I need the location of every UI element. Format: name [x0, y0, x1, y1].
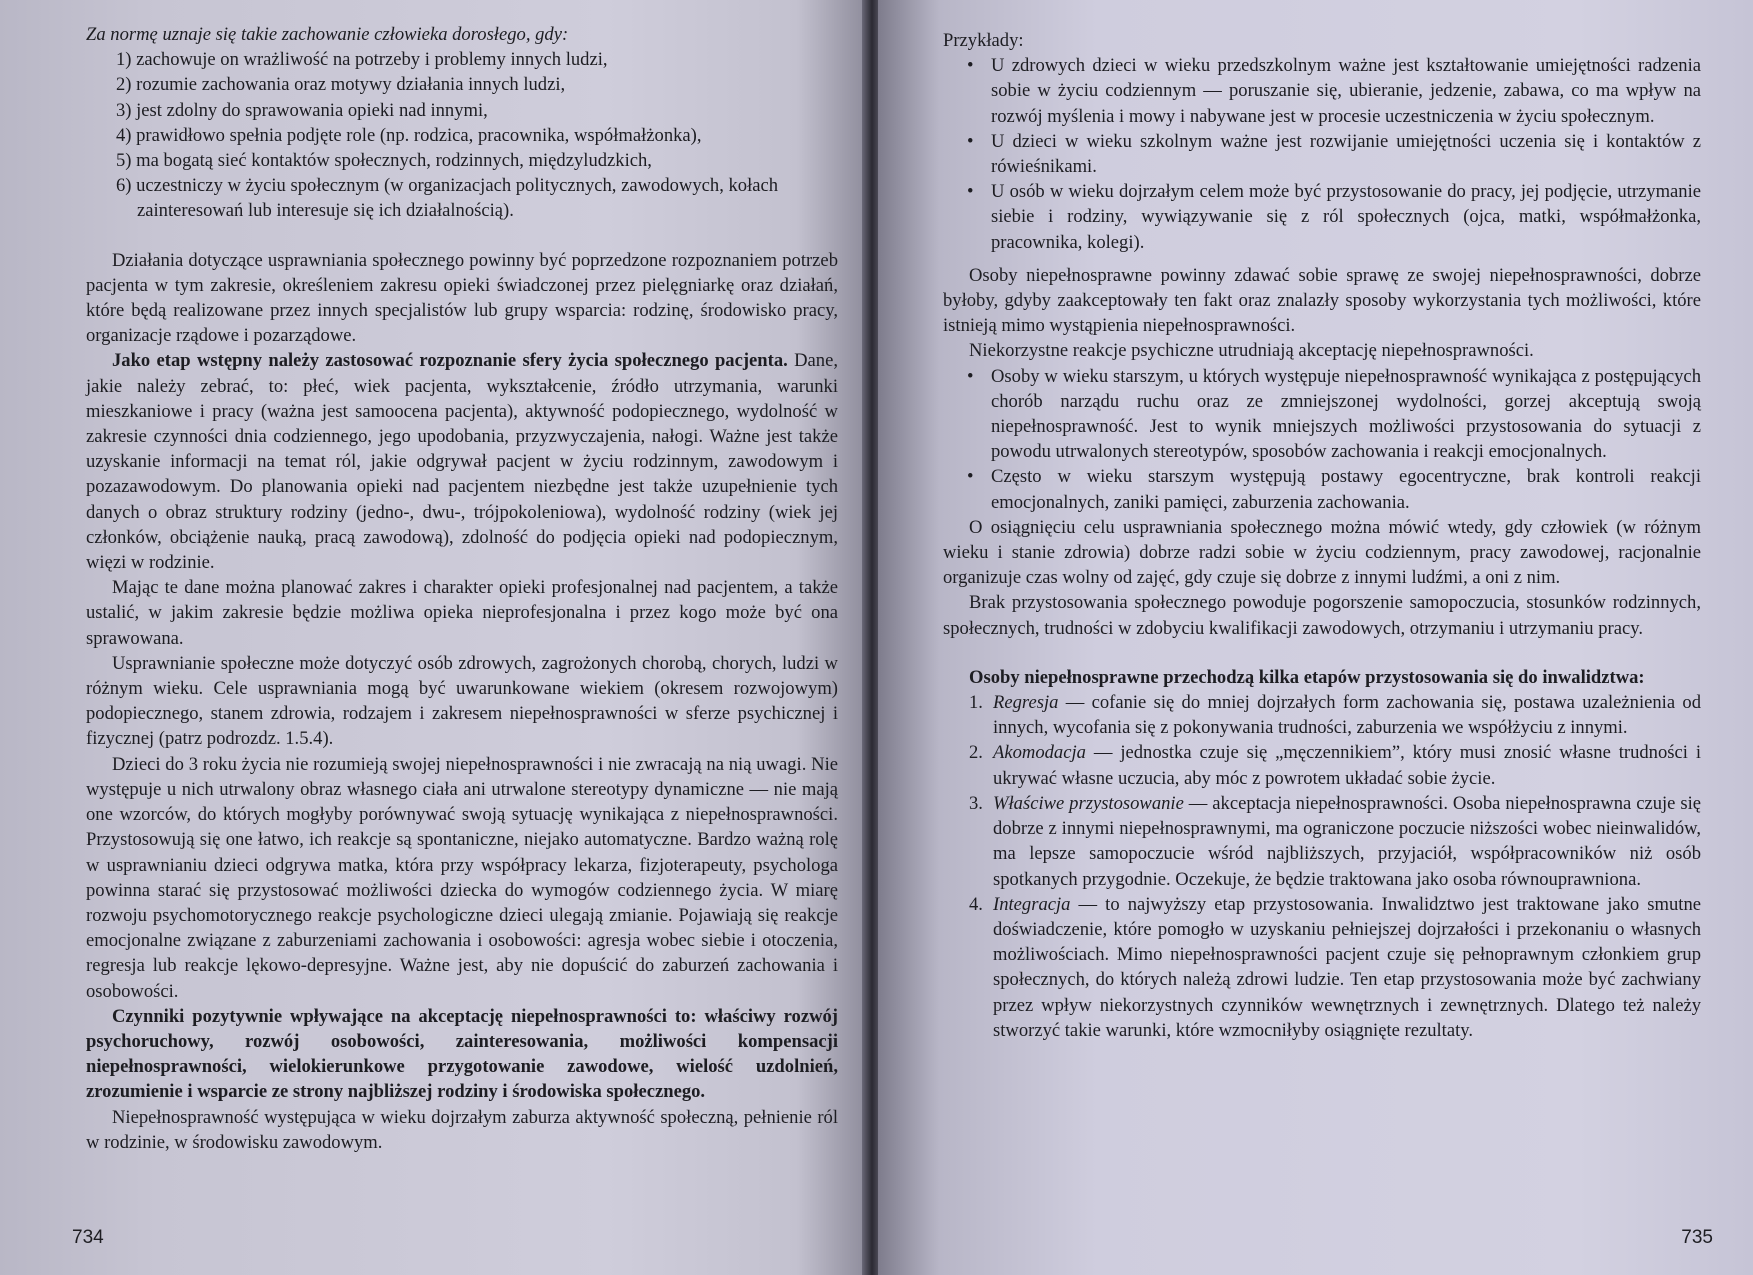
- list-item-text: Często w wieku starszym występują postawy egocentryczne, brak kontroli reakcji emocjonalnych, zaniki pamięci, zaburzenia zachowania.: [991, 466, 1701, 513]
- list-item: [969, 791, 1701, 892]
- paragraph-text: Dane, jakie należy zebrać, to: płeć, wiek pacjenta, wykształcenie, źródło utrzymania, warunki mieszkaniowe i pracy (ważna jest samoocena pacjenta), aktywność podopiecznego, wydolność w zakresie czynności dnia codziennego, jego upodobania, przyzwyczajenia, nałogi. Ważne jest także uzyskanie informacji na temat ról, jakie odgrywał pacjent w życiu rodzinnym, zawodowym i pozazawodowym. Do planowania opieki nad pacjentem niezbędne jest także uzupełnienie tych danych o obraz struktury rodziny (jedno-, dwu-, trójpokoleniowa), wydolność rodziny (wiek jej członków, obciążenie nauką, pracą zawodową), zdolność do podjęcia opieki nad podopiecznym, więzi w rodzinie.: [86, 350, 838, 574]
- paragraph: Mając te dane można planować zakres i charakter opieki profesjonalnej nad pacjentem, a także ustalić, w jakim zakresie będzie możliwa opieka nieprofesjonalna i przez kogo może być ona sprawowana.: [86, 577, 838, 649]
- list-item: [967, 464, 1701, 514]
- left-page: [0, 0, 866, 1275]
- bold-text: Osoby niepełnosprawne przechodzą kilka etapów przystosowania się do inwalidztwa:: [969, 666, 1645, 688]
- page-number-left: 734: [72, 1227, 104, 1248]
- norm-intro: Za normę uznaje się takie zachowanie człowieka dorosłego, gdy:: [86, 24, 569, 45]
- item-number: 3.: [969, 792, 983, 814]
- stage-term: Integracja: [993, 893, 1071, 915]
- norm-item: 3) jest zdolny do sprawowania opieki nad innymi,: [116, 99, 488, 121]
- item-number: 4.: [969, 893, 983, 915]
- norm-list: [86, 47, 838, 223]
- paragraph: Niekorzystne reakcje psychiczne utrudniają akceptację niepełnosprawności.: [969, 340, 1534, 362]
- norm-item: 1) zachowuje on wrażliwość na potrzeby i problemy innych ludzi,: [116, 49, 608, 71]
- item-number: 2.: [969, 742, 983, 764]
- stage-text: — akceptacja niepełnosprawności. Osoba niepełnosprawna czuje się dobrze z innymi niepełnosprawnymi, ma ograniczone poczucie niższości wobec nieinwalidów, ma lepsze samopoczucie wśród najbliższych, przyjaciół, współpracowników niż osób spotkanych przygodnie. Oczekuje, że będzie traktowana jako osoba równouprawniona.: [993, 792, 1702, 890]
- list-item: [969, 690, 1701, 740]
- norm-item: 6) uczestniczy w życiu społecznym (w organizacjach politycznych, zawodowych, kołach zainteresowań lub interesuje się ich działalnością).: [116, 175, 779, 222]
- paragraph: Dzieci do 3 roku życia nie rozumieją swojej niepełnosprawności i nie zwracają na nią uwagi. Nie występuje u nich utrwalony obraz własnego ciała ani utrwalone stereotypy dynamiczne — nie mają one wzorców, do których mogłyby porównywać swoją sytuację wynikająca z niepełnosprawności. Przystosowują się one łatwo, ich reakcje są spontaniczne, niejako automatyczne. Bardzo ważną rolę w usprawnianiu dzieci odgrywa matka, która przy współpracy lekarza, fizjoterapeuty, psychologa powinna starać się przystosować możliwości dziecka do wymogów codziennego życia. W miarę rozwoju psychomotorycznego reakcje psychologiczne dzieci ulegają zmianie. Pojawiają się reakcje emocjonalne związane z zaburzeniami zachowania i osobowości: agresja wobec siebie i otoczenia, regresja lub reakcje lękowo-depresyjne. Ważne jest, aby nie dopuścić do zaburzeń zachowania i osobowości.: [86, 753, 838, 1002]
- list-item: [967, 129, 1701, 179]
- stage-term: Właściwe przystosowanie: [993, 792, 1184, 814]
- paragraph-bold: [86, 1004, 838, 1105]
- stage-text: — to najwyższy etap przystosowania. Inwalidztwo jest traktowane jako smutne doświadczenie, które pomogło w uzyskaniu pełniejszej dojrzałości i przekonaniu o własnych możliwościach. Mimo niepełnosprawności pacjent czuje się pełnoprawnym członkiem grup społecznych, do których należą zdrowi ludzie. Ten etap przystosowania może być zachwiany przez wpływ niekorzystnych czynników wewnętrznych i zewnętrznych. Dlatego też należy stworzyć takie warunki, które wzmocniłyby osiągnięte rezultaty.: [993, 893, 1701, 1041]
- stages-list: [943, 690, 1701, 1043]
- paragraph-assessment: [86, 348, 838, 575]
- stage-text: — jednostka czuje się „męczennikiem”, który musi znosić własne trudności i ukrywać własne uczucia, aby móc z powrotem układać sobie życie.: [993, 742, 1701, 789]
- list-item-text: Osoby w wieku starszym, u których występuje niepełnosprawność wynikająca z postępujących chorób narządu ruchu oraz ze zmniejszonej wydolności, gorzej akceptują swoją niepełnosprawność. Jest to wynik mniejszych możliwości przystosowania do sytuacji z powodu utrwalonych stereotypów, sposobów zachowania i reakcji emocjonalnych.: [991, 365, 1701, 463]
- stage-term: Akomodacja: [993, 742, 1086, 764]
- paragraph: Działania dotyczące usprawniania społecznego powinny być poprzedzone rozpoznaniem potrzeb pacjenta w tym zakresie, określeniem zakresu opieki świadczonej przez pielęgniarkę oraz działań, które będą realizowane przez innych specjalistów lub grupy wsparcia: rodzinę, środowisko pracy, organizacje rządowe i pozarządowe.: [86, 249, 838, 347]
- reactions-list: [943, 364, 1701, 515]
- stage-term: Regresja: [993, 692, 1059, 714]
- list-item-text: U osób w wieku dojrzałym celem może być przystosowanie do pracy, jej podjęcie, utrzymanie siebie i rodziny, wywiązywanie się z ról społecznych (ojca, matki, współmałżonka, pracownika, kolegi).: [991, 181, 1701, 253]
- list-item: [969, 892, 1701, 1043]
- right-page: [878, 0, 1753, 1275]
- norm-item: 2) rozumie zachowania oraz motywy działania innych ludzi,: [116, 74, 566, 96]
- norm-item: 5) ma bogatą sieć kontaktów społecznych, rodzinnych, międzyludzkich,: [116, 150, 652, 172]
- bold-lead: Jako etap wstępny należy zastosować rozpoznanie sfery życia społecznego pacjenta.: [112, 350, 788, 372]
- list-item: [967, 364, 1701, 465]
- paragraph: Usprawnianie społeczne może dotyczyć osób zdrowych, zagrożonych chorobą, chorych, ludzi w różnym wieku. Cele usprawniania mogą być uwarunkowane wiekiem (okresem rozwojowym) podopiecznego, stanem zdrowia, rodzajem i zakresem niepełnosprawności w sferze psychicznej i fizycznej (patrz podrozdz. 1.5.4).: [86, 652, 838, 750]
- paragraph: Brak przystosowania społecznego powoduje pogorszenie samopoczucia, stosunków rodzinnych, społecznych, trudności w zdobyciu kwalifikacji zawodowych, otrzymaniu i utrzymaniu pracy.: [943, 592, 1701, 639]
- paragraph: Niepełnosprawność występująca w wieku dojrzałym zaburza aktywność społeczną, pełnienie ról w rodzinie, w środowisku zawodowym.: [86, 1106, 838, 1153]
- item-number: 1.: [969, 692, 983, 714]
- bullet-icon: •: [967, 130, 974, 152]
- list-item: [967, 53, 1701, 129]
- bullet-icon: •: [967, 466, 974, 488]
- paragraph: Osoby niepełnosprawne powinny zdawać sobie sprawę ze swojej niepełnosprawności, dobrze byłoby, gdyby zaakceptowały ten fakt oraz znalazły sposoby wykorzystania tych możliwości, które istnieją mimo wystąpienia niepełnosprawności.: [943, 264, 1701, 337]
- bullet-icon: •: [967, 181, 974, 203]
- bold-text: Czynniki pozytywnie wpływające na akceptację niepełnosprawności to: właściwy rozwój psychoruchowy, rozwój osobowości, zainteresowania, możliwości kompensacji niepełnosprawności, wielokierunkowe przygotowanie zawodowe, wielość uzdolnień, zrozumienie i wsparcie ze strony najbliższej rodziny i środowiska społecznego.: [86, 1005, 838, 1103]
- bullet-icon: •: [967, 55, 974, 77]
- examples-list: [943, 53, 1701, 255]
- list-item: [969, 740, 1701, 790]
- list-item: [967, 179, 1701, 255]
- stage-text: — cofanie się do mniej dojrzałych form zachowania się, postawa uzależnienia od innych, wycofania się z pokonywania trudności, zaburzenia we współżyciu z innymi.: [993, 692, 1701, 739]
- bullet-icon: •: [967, 365, 974, 387]
- list-item-text: U zdrowych dzieci w wieku przedszkolnym ważne jest kształtowanie umiejętności radzenia sobie w życiu codziennym — poruszanie się, ubieranie, jedzenie, zabawa, co ma wpływ na rozwój myślenia i mowy i nabywane jest w procesie uczestniczenia w życiu społecznym.: [991, 55, 1701, 127]
- norm-item: 4) prawidłowo spełnia podjęte role (np. rodzica, pracownika, współmałżonka),: [116, 124, 702, 146]
- list-item-text: U dzieci w wieku szkolnym ważne jest rozwijanie umiejętności uczenia się i kontaktów z rówieśnikami.: [991, 130, 1701, 178]
- paragraph: O osiągnięciu celu usprawniania społecznego można mówić wtedy, gdy człowiek (w różnym wieku i stanie zdrowia) dobrze radzi sobie w życiu codziennym, pracy zawodowej, racjonalnie organizuje czas wolny od zajęć, gdy czuje się dobrze z innymi ludźmi, a oni z nim.: [943, 516, 1701, 589]
- page-number-right: 735: [1681, 1227, 1713, 1248]
- stages-heading: [943, 665, 1701, 690]
- examples-heading: Przykłady:: [943, 30, 1024, 51]
